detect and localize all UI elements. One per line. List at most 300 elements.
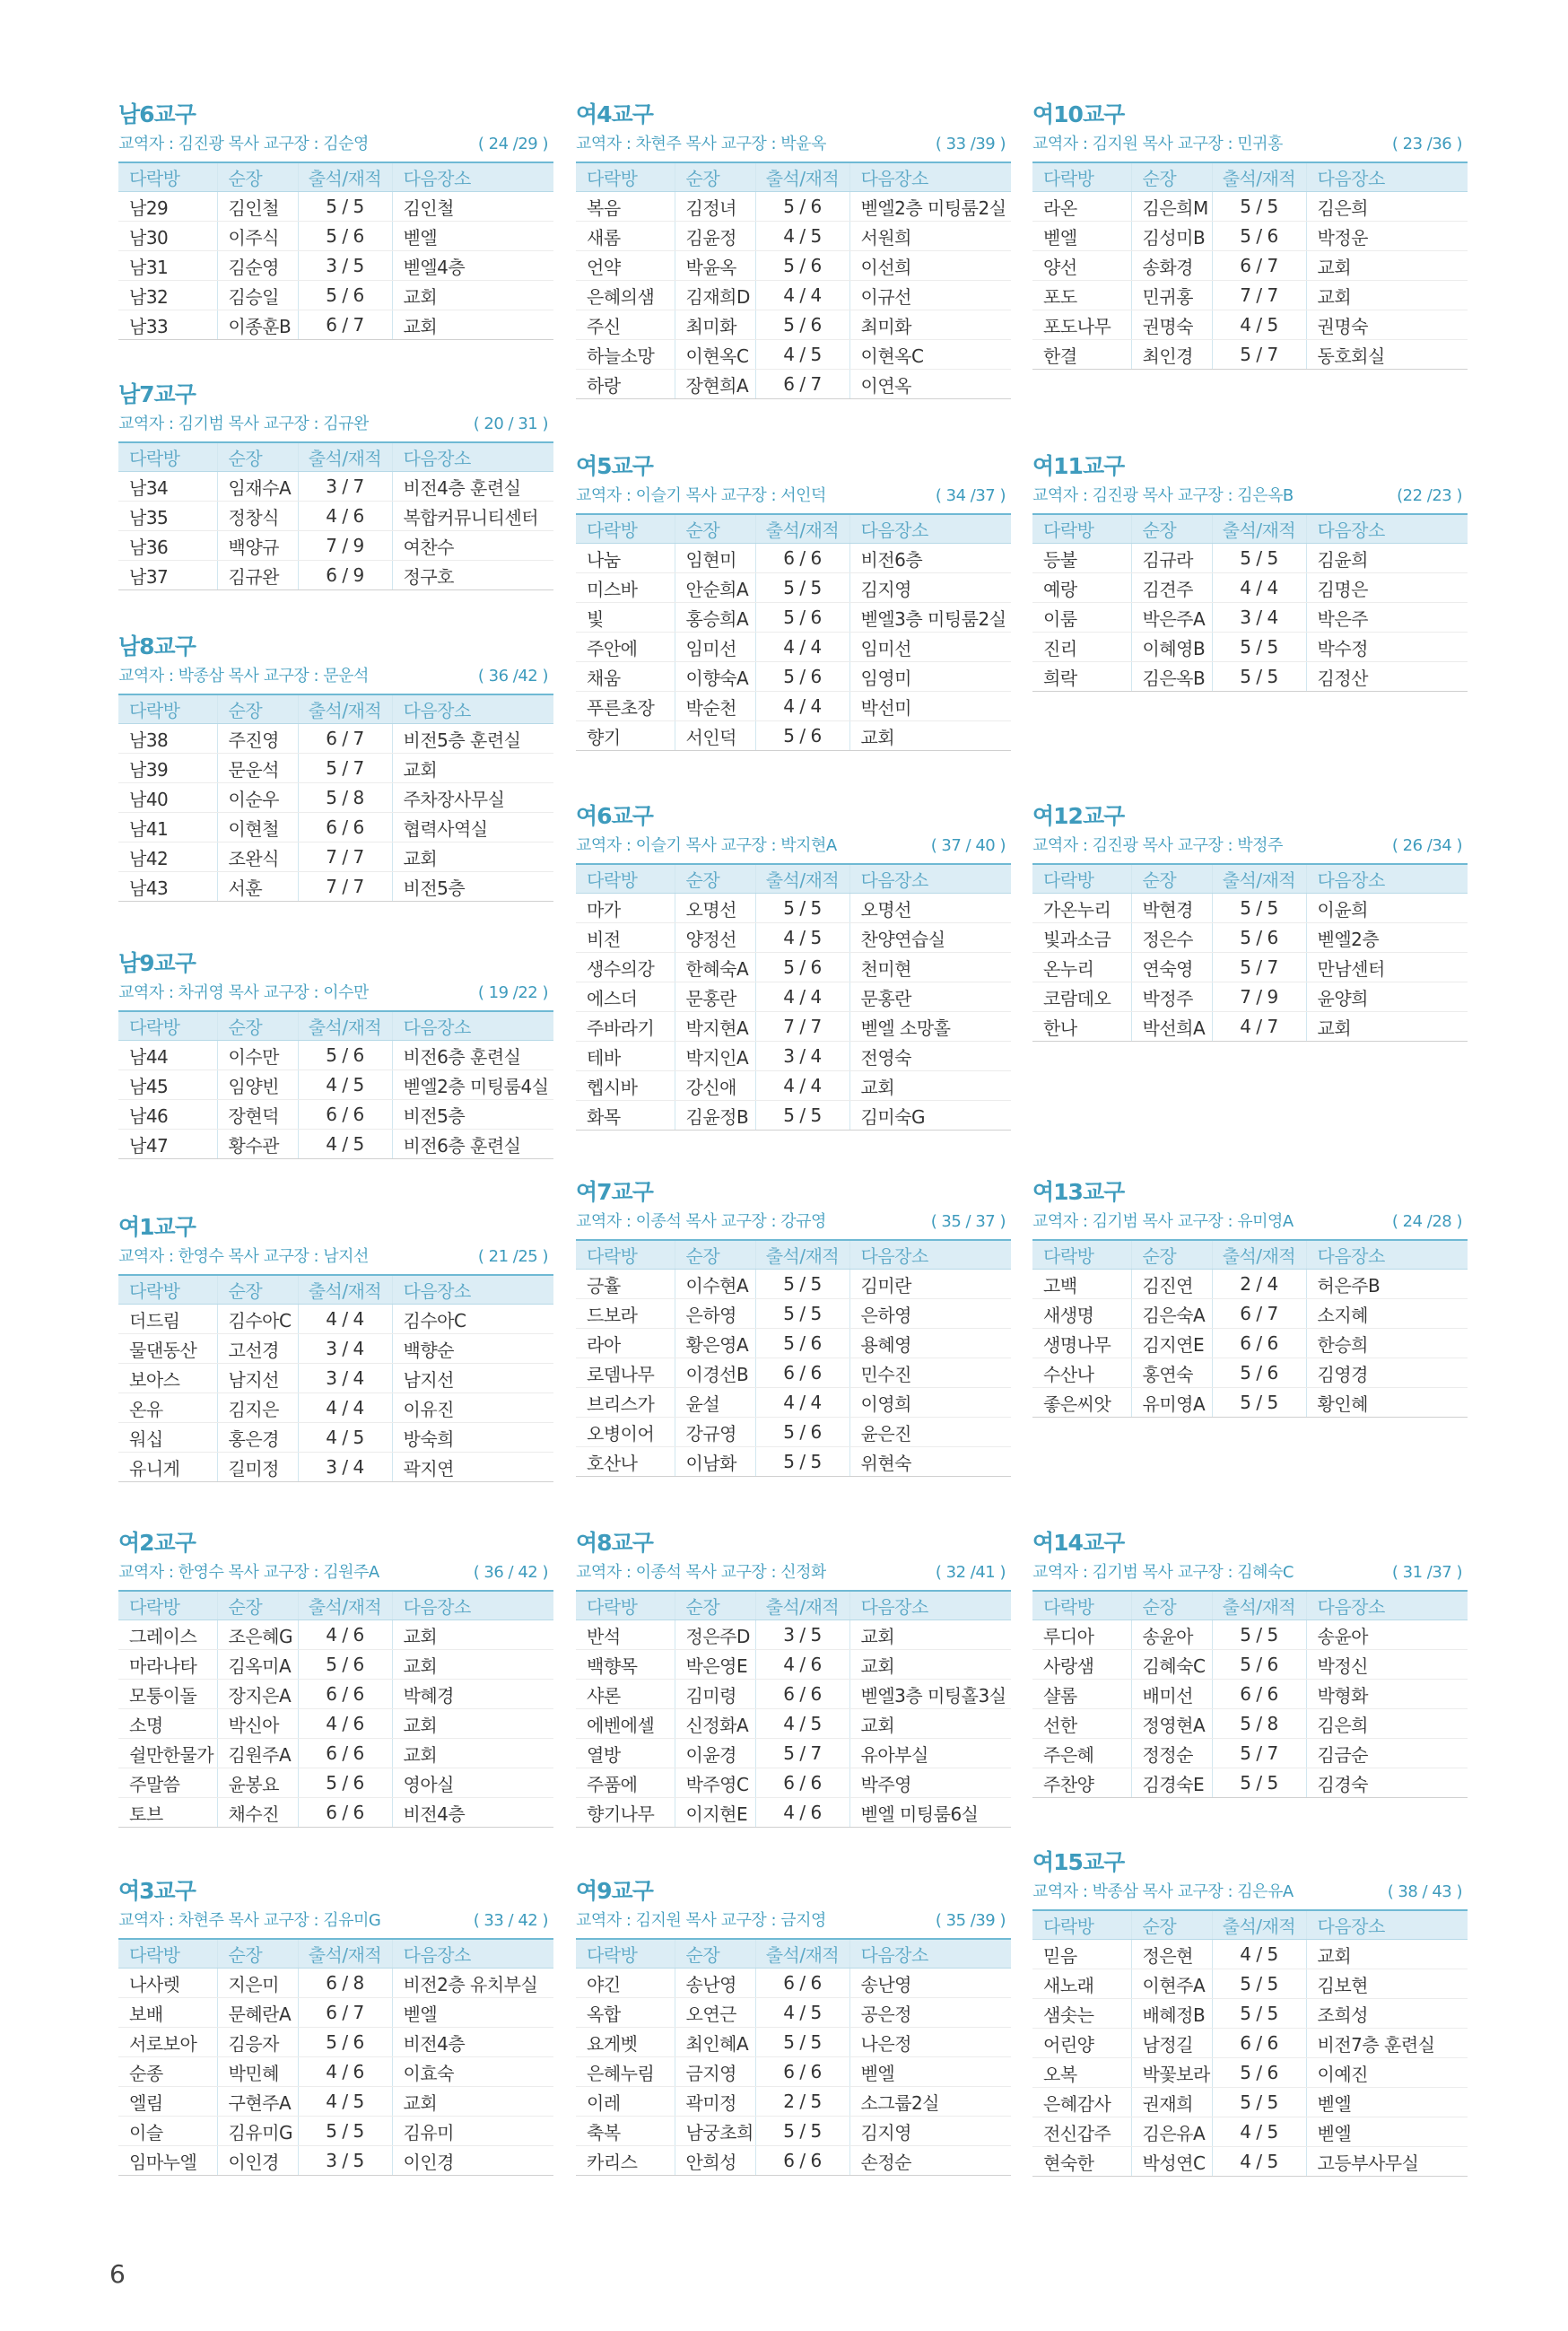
table-row (1032, 894, 1468, 923)
cell-next-venue: 김미숙G (849, 1101, 1011, 1131)
table-row (576, 340, 1011, 370)
cell-attendance: 5 / 8 (1212, 1709, 1306, 1739)
column-header: 다음장소 (392, 1591, 553, 1620)
cell-leader: 박선희A (1131, 1012, 1212, 1042)
cell-next-venue: 동호회실 (1306, 340, 1468, 370)
cell-next-venue: 손정순 (849, 2146, 1011, 2176)
table-row (118, 1709, 553, 1739)
leader-name: 교구장 : 이수만 (263, 983, 369, 1002)
cell-leader: 정영현A (1131, 1709, 1212, 1739)
pastor-name: 교역자 : 김진광 목사 (1032, 836, 1173, 855)
roster-table (576, 1239, 1011, 1477)
roster-table (118, 694, 553, 902)
parish-staff (1032, 1881, 1294, 1904)
cell-attendance: 4 / 4 (755, 633, 849, 662)
cell-group: 주신 (576, 310, 675, 340)
table-row (118, 1364, 553, 1393)
cell-leader: 은하영 (675, 1299, 755, 1329)
pastor-name: 교역자 : 차현주 목사 (118, 1911, 259, 1930)
cell-next-venue: 용혜영 (849, 1329, 1011, 1358)
cell-next-venue: 황인혜 (1306, 1388, 1468, 1418)
cell-group: 온유 (118, 1393, 217, 1423)
cell-group: 하랑 (576, 370, 675, 399)
cell-next-venue: 벧엘 미팅룸6실 (849, 1798, 1011, 1828)
table-row (576, 692, 1011, 721)
cell-next-venue: 비전6층 훈련실 (392, 1130, 553, 1159)
cell-leader: 박주영C (675, 1768, 755, 1798)
parish-staff (576, 1909, 826, 1933)
table-row (576, 370, 1011, 399)
cell-next-venue: 비전7층 훈련실 (1306, 2029, 1468, 2058)
cell-next-venue: 박정신 (1306, 1650, 1468, 1680)
table-row (1032, 953, 1468, 982)
cell-attendance: 4 / 4 (755, 281, 849, 310)
column-header: 순장 (675, 1591, 755, 1620)
leader-name: 교구장 : 박윤옥 (720, 135, 826, 153)
cell-attendance: 6 / 7 (298, 724, 392, 754)
header-row (1032, 864, 1468, 894)
attendance-count: ( 36 / 42 ) (473, 1563, 548, 1582)
cell-attendance: 4 / 4 (755, 982, 849, 1012)
cell-leader: 강신애 (675, 1071, 755, 1101)
cell-leader: 김견주 (1131, 573, 1212, 603)
header-row (118, 162, 553, 192)
cell-next-venue: 교회 (849, 1709, 1011, 1739)
cell-group: 카리스 (576, 2146, 675, 2176)
parish-title: 여6교구 (576, 803, 653, 829)
cell-group: 주은혜 (1032, 1739, 1131, 1768)
leader-name: 교구장 : 박정주 (1177, 836, 1283, 855)
cell-next-venue: 벧엘3층 미팅홀3실 (849, 1680, 1011, 1709)
cell-group: 생명나무 (1032, 1329, 1131, 1358)
cell-attendance: 5 / 5 (1212, 1969, 1306, 1999)
cell-attendance: 3 / 7 (298, 472, 392, 502)
table-row (576, 982, 1011, 1012)
table-row (1032, 573, 1468, 603)
cell-next-venue: 소그룹2실 (849, 2087, 1011, 2117)
cell-next-venue: 교회 (849, 721, 1011, 751)
column-header: 다락방 (576, 1240, 675, 1270)
cell-leader: 이종훈B (217, 310, 298, 340)
table-row (1032, 633, 1468, 662)
cell-group: 주바라기 (576, 1012, 675, 1042)
cell-next-venue: 은하영 (849, 1299, 1011, 1329)
cell-group: 유니게 (118, 1453, 217, 1482)
table-row (576, 1299, 1011, 1329)
cell-next-venue: 곽지연 (392, 1453, 553, 1482)
cell-attendance: 4 / 4 (755, 1388, 849, 1418)
cell-group: 선한 (1032, 1709, 1131, 1739)
column-header: 출석/재적 (1212, 864, 1306, 894)
leader-name: 교구장 : 강규영 (720, 1212, 826, 1231)
leader-name: 교구장 : 김유미G (263, 1911, 381, 1930)
cell-next-venue: 박형화 (1306, 1680, 1468, 1709)
cell-leader: 송화경 (1131, 251, 1212, 281)
cell-group: 엘림 (118, 2087, 217, 2117)
attendance-count: ( 37 / 40 ) (930, 836, 1006, 855)
column-header: 순장 (675, 162, 755, 192)
parish-block (576, 97, 1011, 399)
column-header: 다음장소 (849, 1240, 1011, 1270)
cell-leader: 박꽃보라 (1131, 2058, 1212, 2088)
table-row (1032, 2058, 1468, 2088)
cell-attendance: 6 / 6 (1212, 2029, 1306, 2058)
cell-leader: 김승일 (217, 281, 298, 310)
cell-leader: 임재수A (217, 472, 298, 502)
cell-attendance: 5 / 5 (1212, 662, 1306, 692)
leader-name: 교구장 : 신정화 (720, 1563, 826, 1582)
table-row (576, 1998, 1011, 2028)
cell-attendance: 4 / 5 (755, 1998, 849, 2028)
table-row (1032, 1969, 1468, 1999)
cell-leader: 남궁초희 (675, 2117, 755, 2146)
cell-leader: 이주식 (217, 222, 298, 251)
cell-leader: 이현주A (1131, 1969, 1212, 1999)
cell-next-venue: 벧엘 소망홀 (849, 1012, 1011, 1042)
column-header: 출석/재적 (298, 694, 392, 724)
cell-group: 주찬양 (1032, 1768, 1131, 1798)
cell-next-venue: 서원희 (849, 222, 1011, 251)
parish-staff (576, 133, 826, 156)
table-row (1032, 1709, 1468, 1739)
leader-name: 교구장 : 서인덕 (720, 486, 826, 505)
cell-attendance: 4 / 6 (755, 1650, 849, 1680)
cell-leader: 김미령 (675, 1680, 755, 1709)
cell-leader: 구현주A (217, 2087, 298, 2117)
cell-attendance: 5 / 6 (755, 251, 849, 281)
table-row (576, 1042, 1011, 1071)
cell-attendance: 5 / 5 (755, 1101, 849, 1131)
parish-block (576, 1873, 1011, 2176)
table-row (576, 192, 1011, 222)
parish-meta (576, 834, 1011, 858)
pastor-name: 교역자 : 한영수 목사 (118, 1563, 259, 1582)
cell-leader: 권명숙 (1131, 310, 1212, 340)
cell-group: 남42 (118, 842, 217, 872)
cell-next-venue: 교회 (392, 1650, 553, 1680)
cell-group: 남30 (118, 222, 217, 251)
cell-attendance: 4 / 4 (755, 692, 849, 721)
cell-leader: 박신아 (217, 1709, 298, 1739)
table-row (118, 1393, 553, 1423)
cell-next-venue: 박정운 (1306, 222, 1468, 251)
cell-leader: 민귀홍 (1131, 281, 1212, 310)
table-row (576, 2117, 1011, 2146)
table-row (1032, 1299, 1468, 1329)
cell-group: 희락 (1032, 662, 1131, 692)
column-header: 출석/재적 (755, 162, 849, 192)
column-header: 출석/재적 (298, 1011, 392, 1041)
cell-attendance: 6 / 6 (298, 813, 392, 842)
cell-next-venue: 비전5층 (392, 872, 553, 902)
parish-meta (576, 1210, 1011, 1234)
parish-title: 여8교구 (576, 1530, 653, 1556)
cell-attendance: 4 / 5 (755, 923, 849, 953)
cell-leader: 권재희 (1131, 2088, 1212, 2117)
pastor-name: 교역자 : 이종석 목사 (576, 1212, 717, 1231)
pastor-name: 교역자 : 김지원 목사 (576, 1911, 717, 1930)
cell-leader: 박정주 (1131, 982, 1212, 1012)
table-row (118, 783, 553, 813)
column-header: 순장 (1131, 864, 1212, 894)
cell-next-venue: 비전4층 훈련실 (392, 472, 553, 502)
table-row (1032, 192, 1468, 222)
table-row (576, 1358, 1011, 1388)
cell-leader: 오명선 (675, 894, 755, 923)
table-row (1032, 1768, 1468, 1798)
cell-group: 은혜의샘 (576, 281, 675, 310)
header-row (576, 1591, 1011, 1620)
cell-next-venue: 교회 (392, 281, 553, 310)
leader-name: 교구장 : 금지영 (720, 1911, 826, 1930)
table-row (118, 2087, 553, 2117)
table-row (1032, 222, 1468, 251)
table-row (576, 2146, 1011, 2176)
leader-name: 교구장 : 문운석 (263, 667, 369, 685)
table-row (576, 721, 1011, 751)
cell-leader: 최인경 (1131, 340, 1212, 370)
cell-next-venue: 이효숙 (392, 2057, 553, 2087)
cell-group: 나눔 (576, 544, 675, 573)
column-header: 다음장소 (1306, 1910, 1468, 1940)
cell-group: 남39 (118, 754, 217, 783)
table-row (576, 1739, 1011, 1768)
header-row (1032, 1240, 1468, 1270)
cell-group: 라온 (1032, 192, 1131, 222)
cell-next-venue: 박주영 (849, 1768, 1011, 1798)
column-header: 다음장소 (392, 1011, 553, 1041)
roster-table (1032, 162, 1468, 370)
cell-group: 향기 (576, 721, 675, 751)
cell-next-venue: 유아부실 (849, 1739, 1011, 1768)
cell-next-venue: 이현옥C (849, 340, 1011, 370)
table-row (576, 603, 1011, 633)
cell-group: 마라나타 (118, 1650, 217, 1680)
cell-attendance: 4 / 6 (298, 1709, 392, 1739)
column-header: 순장 (217, 162, 298, 192)
cell-group: 빛과소금 (1032, 923, 1131, 953)
table-row (576, 1969, 1011, 1998)
parish-meta (1032, 1881, 1468, 1904)
parish-block (1032, 799, 1468, 1042)
cell-attendance: 6 / 6 (755, 1680, 849, 1709)
cell-leader: 남지선 (217, 1364, 298, 1393)
cell-leader: 홍연숙 (1131, 1358, 1212, 1388)
pastor-name: 교역자 : 차현주 목사 (576, 135, 717, 153)
cell-attendance: 6 / 7 (755, 370, 849, 399)
column-header: 다락방 (118, 162, 217, 192)
table-row (1032, 2117, 1468, 2147)
column-header: 다락방 (1032, 1591, 1131, 1620)
cell-attendance: 6 / 6 (298, 1100, 392, 1130)
parish-block (1032, 1845, 1468, 2177)
cell-attendance: 4 / 7 (1212, 1012, 1306, 1042)
cell-attendance: 4 / 4 (298, 1393, 392, 1423)
cell-attendance: 3 / 4 (298, 1453, 392, 1482)
cell-attendance: 4 / 5 (755, 340, 849, 370)
table-row (118, 872, 553, 902)
cell-next-venue: 정구호 (392, 561, 553, 590)
parish-block (118, 946, 553, 1159)
leader-name: 교구장 : 김규완 (263, 415, 369, 433)
parish-block (118, 1525, 553, 1828)
cell-leader: 송난영 (675, 1969, 755, 1998)
cell-next-venue: 교회 (1306, 251, 1468, 281)
leader-name: 교구장 : 김원주A (263, 1563, 379, 1582)
cell-next-venue: 여찬수 (392, 531, 553, 561)
parish-title: 여1교구 (118, 1214, 196, 1240)
table-row (576, 573, 1011, 603)
cell-next-venue: 고등부사무실 (1306, 2147, 1468, 2177)
table-row (118, 724, 553, 754)
attendance-count: ( 26 /34 ) (1391, 836, 1462, 855)
cell-attendance: 6 / 6 (755, 1969, 849, 1998)
cell-next-venue: 박선미 (849, 692, 1011, 721)
cell-leader: 이현철 (217, 813, 298, 842)
cell-attendance: 5 / 6 (298, 281, 392, 310)
roster-table (118, 441, 553, 590)
parish-block (576, 799, 1011, 1131)
cell-next-venue: 방숙희 (392, 1423, 553, 1453)
table-row (1032, 2088, 1468, 2117)
cell-attendance: 6 / 6 (755, 544, 849, 573)
table-row (118, 813, 553, 842)
cell-leader: 박지현A (675, 1012, 755, 1042)
column-header: 다락방 (576, 1591, 675, 1620)
cell-leader: 안희성 (675, 2146, 755, 2176)
cell-group: 향기나무 (576, 1798, 675, 1828)
cell-leader: 조은혜G (217, 1620, 298, 1650)
column-header: 다락방 (576, 1939, 675, 1969)
cell-group: 샤론 (576, 1680, 675, 1709)
roster-table (1032, 1590, 1468, 1798)
cell-leader: 정은주D (675, 1620, 755, 1650)
parish-staff (576, 485, 826, 508)
cell-group: 에스더 (576, 982, 675, 1012)
parish-staff (576, 1210, 826, 1234)
table-row (1032, 310, 1468, 340)
table-row (1032, 1270, 1468, 1299)
cell-group: 남34 (118, 472, 217, 502)
table-row (118, 2057, 553, 2087)
column-header: 순장 (217, 694, 298, 724)
cell-next-venue: 박혜경 (392, 1680, 553, 1709)
column-header: 출석/재적 (755, 514, 849, 544)
cell-attendance: 2 / 5 (755, 2087, 849, 2117)
cell-leader: 장지은A (217, 1680, 298, 1709)
parish-title: 여9교구 (576, 1878, 653, 1904)
cell-next-venue: 비전2층 유치부실 (392, 1969, 553, 1998)
cell-leader: 김은유A (1131, 2117, 1212, 2147)
cell-leader: 김지연E (1131, 1329, 1212, 1358)
parish-meta (576, 1561, 1011, 1585)
cell-next-venue: 소지혜 (1306, 1299, 1468, 1329)
parish-meta (576, 133, 1011, 156)
column-header: 출석/재적 (298, 1275, 392, 1305)
cell-leader: 안순희A (675, 573, 755, 603)
cell-attendance: 5 / 5 (1212, 633, 1306, 662)
cell-attendance: 4 / 4 (1212, 573, 1306, 603)
cell-attendance: 4 / 5 (1212, 310, 1306, 340)
cell-attendance: 5 / 6 (755, 603, 849, 633)
cell-next-venue: 벧엘2층 미팅룸2실 (849, 192, 1011, 222)
cell-leader: 주진영 (217, 724, 298, 754)
cell-leader: 정정순 (1131, 1739, 1212, 1768)
table-row (1032, 662, 1468, 692)
cell-leader: 문홍란 (675, 982, 755, 1012)
cell-attendance: 5 / 6 (298, 1041, 392, 1070)
pastor-name: 교역자 : 한영수 목사 (118, 1247, 259, 1266)
attendance-count: ( 35 /39 ) (935, 1911, 1006, 1930)
cell-leader: 박윤옥 (675, 251, 755, 281)
cell-group: 그레이스 (118, 1620, 217, 1650)
table-row (576, 1329, 1011, 1358)
table-row (576, 953, 1011, 982)
cell-group: 반석 (576, 1620, 675, 1650)
cell-leader: 김은옥B (1131, 662, 1212, 692)
cell-group: 이레 (576, 2087, 675, 2117)
cell-attendance: 6 / 6 (755, 2057, 849, 2087)
parish-staff (1032, 834, 1283, 858)
table-row (118, 1100, 553, 1130)
roster-table (118, 1274, 553, 1482)
cell-group: 어린양 (1032, 2029, 1131, 2058)
cell-leader: 백양규 (217, 531, 298, 561)
column-header: 출석/재적 (755, 1240, 849, 1270)
cell-leader: 김순영 (217, 251, 298, 281)
cell-next-venue: 윤양희 (1306, 982, 1468, 1012)
column-header: 다음장소 (849, 1591, 1011, 1620)
cell-attendance: 4 / 4 (298, 1305, 392, 1334)
column-header: 출석/재적 (1212, 162, 1306, 192)
cell-leader: 유미영A (1131, 1388, 1212, 1418)
table-row (1032, 1329, 1468, 1358)
table-row (1032, 251, 1468, 281)
cell-leader: 김규라 (1131, 544, 1212, 573)
attendance-count: ( 20 / 31 ) (473, 415, 548, 433)
parish-title: 여5교구 (576, 453, 653, 479)
cell-group: 남40 (118, 783, 217, 813)
cell-leader: 윤설 (675, 1388, 755, 1418)
roster-table (576, 1590, 1011, 1828)
cell-leader: 김재희D (675, 281, 755, 310)
parish-staff (118, 982, 369, 1005)
roster-table (1032, 1239, 1468, 1418)
cell-leader: 이혜영B (1131, 633, 1212, 662)
cell-group: 비전 (576, 923, 675, 953)
cell-next-venue: 임미선 (849, 633, 1011, 662)
column-header: 다락방 (576, 514, 675, 544)
cell-attendance: 5 / 6 (755, 1329, 849, 1358)
cell-group: 드보라 (576, 1299, 675, 1329)
cell-attendance: 5 / 6 (755, 192, 849, 222)
table-row (118, 1680, 553, 1709)
cell-attendance: 5 / 5 (755, 894, 849, 923)
cell-leader: 이수현A (675, 1270, 755, 1299)
column-header: 다락방 (118, 694, 217, 724)
header-row (576, 1939, 1011, 1969)
cell-leader: 이향숙A (675, 662, 755, 692)
column-header: 출석/재적 (1212, 1591, 1306, 1620)
parish-meta (1032, 133, 1468, 156)
table-row (576, 923, 1011, 953)
cell-attendance: 6 / 7 (298, 310, 392, 340)
cell-leader: 장현덕 (217, 1100, 298, 1130)
cell-group: 남31 (118, 251, 217, 281)
cell-next-venue: 찬양연습실 (849, 923, 1011, 953)
parish-meta (118, 1561, 553, 1585)
cell-attendance: 6 / 8 (298, 1969, 392, 1998)
